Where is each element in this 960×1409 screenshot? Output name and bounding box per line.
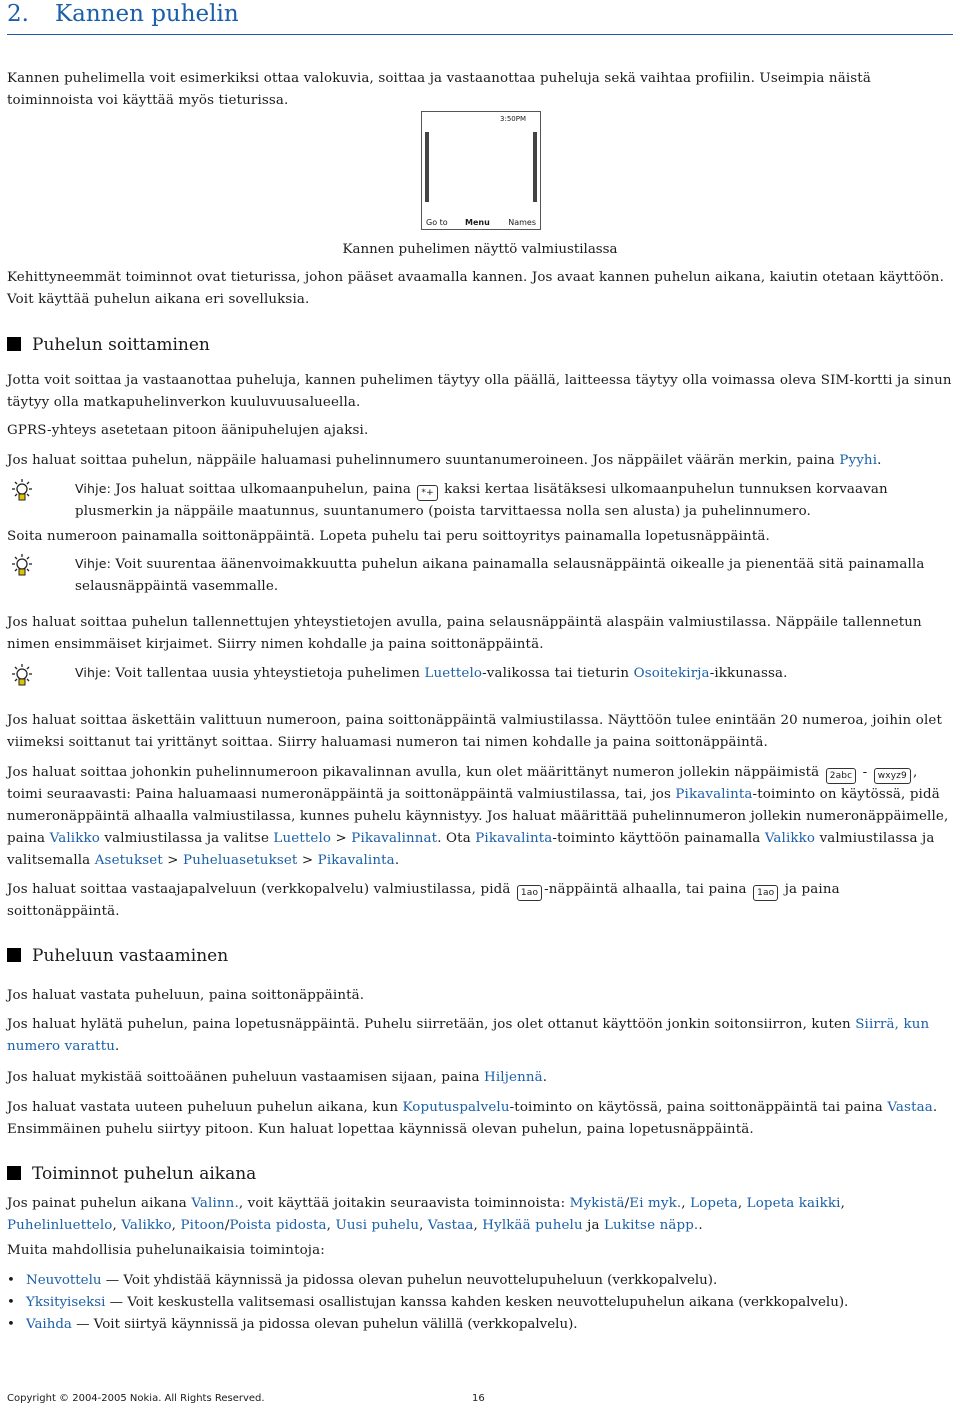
section-heading-in-call (7, 1163, 256, 1185)
signal-bar (425, 132, 429, 202)
tip-paragraph: Vihje: Voit tallentaa uusia yhteystietoja puhelimen Luettelo-valikossa tai tieturin Osoitekirja-ikkunassa. (75, 665, 788, 681)
link-puheluasetukset[interactable]: Puheluasetukset (183, 853, 298, 868)
link-valinn[interactable]: Valinn. (191, 1196, 239, 1211)
section-heading-calling (7, 334, 210, 356)
paragraph: Jos haluat hylätä puhelun, paina lopetusnäppäintä. Puhelu siirretään, jos olet ottanut käyttöön jonkin soitonsiirron, kuten Siirrä, kun numero varattu. (7, 1017, 930, 1054)
battery-bar (533, 132, 537, 202)
link-puhelinluettelo[interactable]: Puhelinluettelo (7, 1218, 113, 1233)
paragraph: Jotta voit soittaa ja vastaanottaa puheluja, kannen puhelimen täytyy olla päällä, laitteessa täytyy olla voimassa oleva SIM-kortti ja sinun täytyy olla matkapuhelinverkon kuuluvuusalueella. (7, 373, 952, 410)
paragraph: Jos haluat soittaa johonkin puhelinnumeroon pikavalinnan avulla, kun olet määrittänyt numeron jollekin näppäimistä 2abc - wxyz9 , toimi seuraavasti: Paina haluamaasi numeronäppäintä ja soittonäppäintä valmiustilassa, tai, jos Pikavalinta-toiminto on käytössä, pidä numeronäppäintä alhaalla valmiustilassa, kunnes puhelu käynnistyy. Jos haluat määrittää puhelinnumeron jollekin numeronäppäimelle, paina Valikko valmiustilassa ja valitse Luettelo > Pikavalinnat. Ota Pikavalinta-toiminto käyttöön painamalla Valikko valmiustilassa ja valitsemalla Asetukset > Puheluasetukset > Pikavalinta. (7, 765, 949, 868)
square-bullet-icon (7, 337, 21, 351)
advanced-paragraph: Kehittyneemmät toiminnot ovat tieturissa, johon pääset avaamalla kannen. Jos avaat kannen puhelun aikana, kaiutin otetaan käyttöön. Voit käyttää puhelun aikana eri sovelluksia. (7, 270, 944, 307)
paragraph: Jos haluat vastata puheluun, paina soittonäppäintä. (7, 988, 365, 1003)
link-lopeta-kaikki[interactable]: Lopeta kaikki (746, 1196, 841, 1211)
link-neuvottelu[interactable]: Neuvottelu (26, 1273, 102, 1288)
list-item: • Neuvottelu — Voit yhdistää käynnissä ja pidossa olevan puhelun neuvottelupuheluun (verkkopalvelu). (7, 1270, 953, 1292)
square-bullet-icon (7, 948, 21, 962)
link-asetukset[interactable]: Asetukset (94, 853, 163, 868)
phone-screen-figure (421, 111, 541, 230)
link-hylkaa-puhelu[interactable]: Hylkää puhelu (482, 1218, 583, 1233)
paragraph: Muita mahdollisia puhelunaikaisia toimintoja: (7, 1243, 325, 1258)
section-title: Toiminnot puhelun aikana (32, 1164, 257, 1184)
paragraph: GPRS-yhteys asetetaan pitoon äänipuhelujen ajaksi. (7, 423, 369, 438)
link-lukitse-napp[interactable]: Lukitse näpp. (604, 1218, 699, 1233)
intro-paragraph: Kannen puhelimella voit esimerkiksi ottaa valokuvia, soittaa ja vastaanottaa puheluja sekä vaihtaa profiilin. Useimpia näistä toiminnoista voi käyttää myös tieturissa. (7, 71, 871, 108)
page-number: 16 (472, 1393, 485, 1404)
link-pikavalinta[interactable]: Pikavalinta (675, 787, 753, 802)
section-title: Puheluun vastaaminen (32, 946, 229, 966)
link-uusi-puhelu[interactable]: Uusi puhelu (335, 1218, 420, 1233)
link-hiljenna[interactable]: Hiljennä (484, 1070, 543, 1085)
link-poista-pidosta[interactable]: Poista pidosta (229, 1218, 327, 1233)
link-vastaa[interactable]: Vastaa (427, 1218, 474, 1233)
copyright: Copyright © 2004-2005 Nokia. All Rights Reserved. (7, 1393, 265, 1404)
link-valikko[interactable]: Valikko (764, 831, 816, 846)
tip-paragraph: Vihje: Jos haluat soittaa ulkomaanpuhelun, paina *+ kaksi kertaa lisätäksesi ulkomaanpuhelun tunnuksen korvaavan plusmerkin ja näppäile maatunnus, suuntanumero (poista tarvittaessa nolla sen alusta) ja puhelinnumero. (75, 481, 888, 519)
link-mykista[interactable]: Mykistä (569, 1196, 625, 1211)
link-pitoon[interactable]: Pitoon (180, 1218, 225, 1233)
options-list (7, 1270, 953, 1336)
link-pikavalinta[interactable]: Pikavalinta (475, 831, 553, 846)
list-item: • Yksityiseksi — Voit keskustella valitsemasi osallistujan kanssa kahden kesken neuvottelupuhelun aikana (verkkopalvelu). (7, 1292, 953, 1314)
link-lopeta[interactable]: Lopeta (690, 1196, 738, 1211)
chapter-heading (7, 0, 953, 35)
link-yksityiseksi[interactable]: Yksityiseksi (26, 1295, 106, 1310)
link-pikavalinta[interactable]: Pikavalinta (317, 853, 395, 868)
star-plus-key-icon: *+ (417, 485, 437, 501)
square-bullet-icon (7, 1166, 21, 1180)
paragraph: Jos haluat soittaa vastaajapalveluun (verkkopalvelu) valmiustilassa, pidä 1ao -näppäintä alhaalla, tai paina 1ao ja paina soittonäppäintä. (7, 882, 840, 919)
chapter-number: 2. (7, 1, 29, 27)
section-heading-answering (7, 945, 228, 967)
key-wxyz9-icon: wxyz9 (874, 768, 911, 784)
paragraph: Jos haluat soittaa puhelun tallennettujen yhteystietojen avulla, paina selausnäppäintä alaspäin valmiustilassa. Näppäile tallennetun nimen ensimmäiset kirjaimet. Siirry nimen kohdalle ja paina soittonäppäintä. (7, 615, 922, 652)
paragraph: Jos haluat mykistää soittoäänen puheluun vastaamisen sijaan, paina Hiljennä. (7, 1070, 548, 1085)
list-item: • Vaihda — Voit siirtyä käynnissä ja pidossa olevan puhelun välillä (verkkopalvelu). (7, 1314, 953, 1336)
lightbulb-icon (7, 661, 37, 691)
section-title: Puhelun soittaminen (32, 335, 210, 355)
chapter-title: Kannen puhelin (54, 1, 239, 27)
link-vastaa[interactable]: Vastaa (887, 1100, 933, 1115)
link-pyyhi[interactable]: Pyyhi (839, 453, 878, 468)
lightbulb-icon (7, 476, 37, 506)
key-1-icon: 1ao (517, 885, 542, 901)
link-osoitekirja[interactable]: Osoitekirja (633, 666, 710, 681)
paragraph: Jos painat puhelun aikana Valinn., voit käyttää joitakin seuraavista toiminnoista: Mykistä/Ei myk., Lopeta, Lopeta kaikki, Puhelinluettelo, Valikko, Pitoon/Poista pidosta, Uusi puhelu, Vastaa, Hylkää puhelu ja Lukitse näpp.. (7, 1196, 845, 1233)
link-koputuspalvelu[interactable]: Koputuspalvelu (402, 1100, 510, 1115)
key-1-icon: 1ao (753, 885, 778, 901)
link-siirra[interactable]: Siirrä, kun numero varattu (7, 1017, 930, 1054)
link-luettelo[interactable]: Luettelo (273, 831, 332, 846)
clock: 3:50PM (500, 115, 526, 123)
tip-paragraph: Vihje: Voit suurentaa äänenvoimakkuutta puhelun aikana painamalla selausnäppäintä oikealle ja pienentää sitä painamalla selausnäppäintä vasemmalle. (75, 556, 925, 594)
link-luettelo[interactable]: Luettelo (424, 666, 483, 681)
softkey-right: Names (508, 218, 536, 227)
softkey-left: Go to (426, 218, 448, 227)
key-2abc-icon: 2abc (826, 768, 857, 784)
link-valikko[interactable]: Valikko (121, 1218, 172, 1233)
link-ei-myk[interactable]: Ei myk. (629, 1196, 682, 1211)
paragraph: Jos haluat soittaa äskettäin valittuun numeroon, paina soittonäppäintä valmiustilassa. Näyttöön tulee enintään 20 numeroa, joihin olet viimeksi soittanut tai yrittänyt soittaa. Siirry haluamasi numeron tai nimen kohdalle ja paina soittonäppäintä. (7, 713, 942, 750)
figure-caption: Kannen puhelimen näyttö valmiustilassa (342, 242, 618, 257)
paragraph: Jos haluat vastata uuteen puheluun puhelun aikana, kun Koputuspalvelu-toiminto on käytössä, paina soittonäppäintä tai paina Vastaa. Ensimmäinen puhelu siirtyy pitoon. Kun haluat lopettaa käynnissä olevan puhelun, paina lopetusnäppäintä. (7, 1100, 938, 1137)
paragraph: Soita numeroon painamalla soittonäppäintä. Lopeta puhelu tai peru soittoyritys painamalla lopetusnäppäintä. (7, 529, 770, 544)
link-vaihda[interactable]: Vaihda (26, 1317, 72, 1332)
softkey-center: Menu (465, 218, 490, 227)
paragraph: Jos haluat soittaa puhelun, näppäile haluamasi puhelinnumero suuntanumeroineen. Jos näppäilet väärän merkin, paina Pyyhi. (7, 453, 882, 468)
link-pikavalinnat[interactable]: Pikavalinnat (351, 831, 438, 846)
lightbulb-icon (7, 551, 37, 581)
link-valikko[interactable]: Valikko (49, 831, 100, 846)
